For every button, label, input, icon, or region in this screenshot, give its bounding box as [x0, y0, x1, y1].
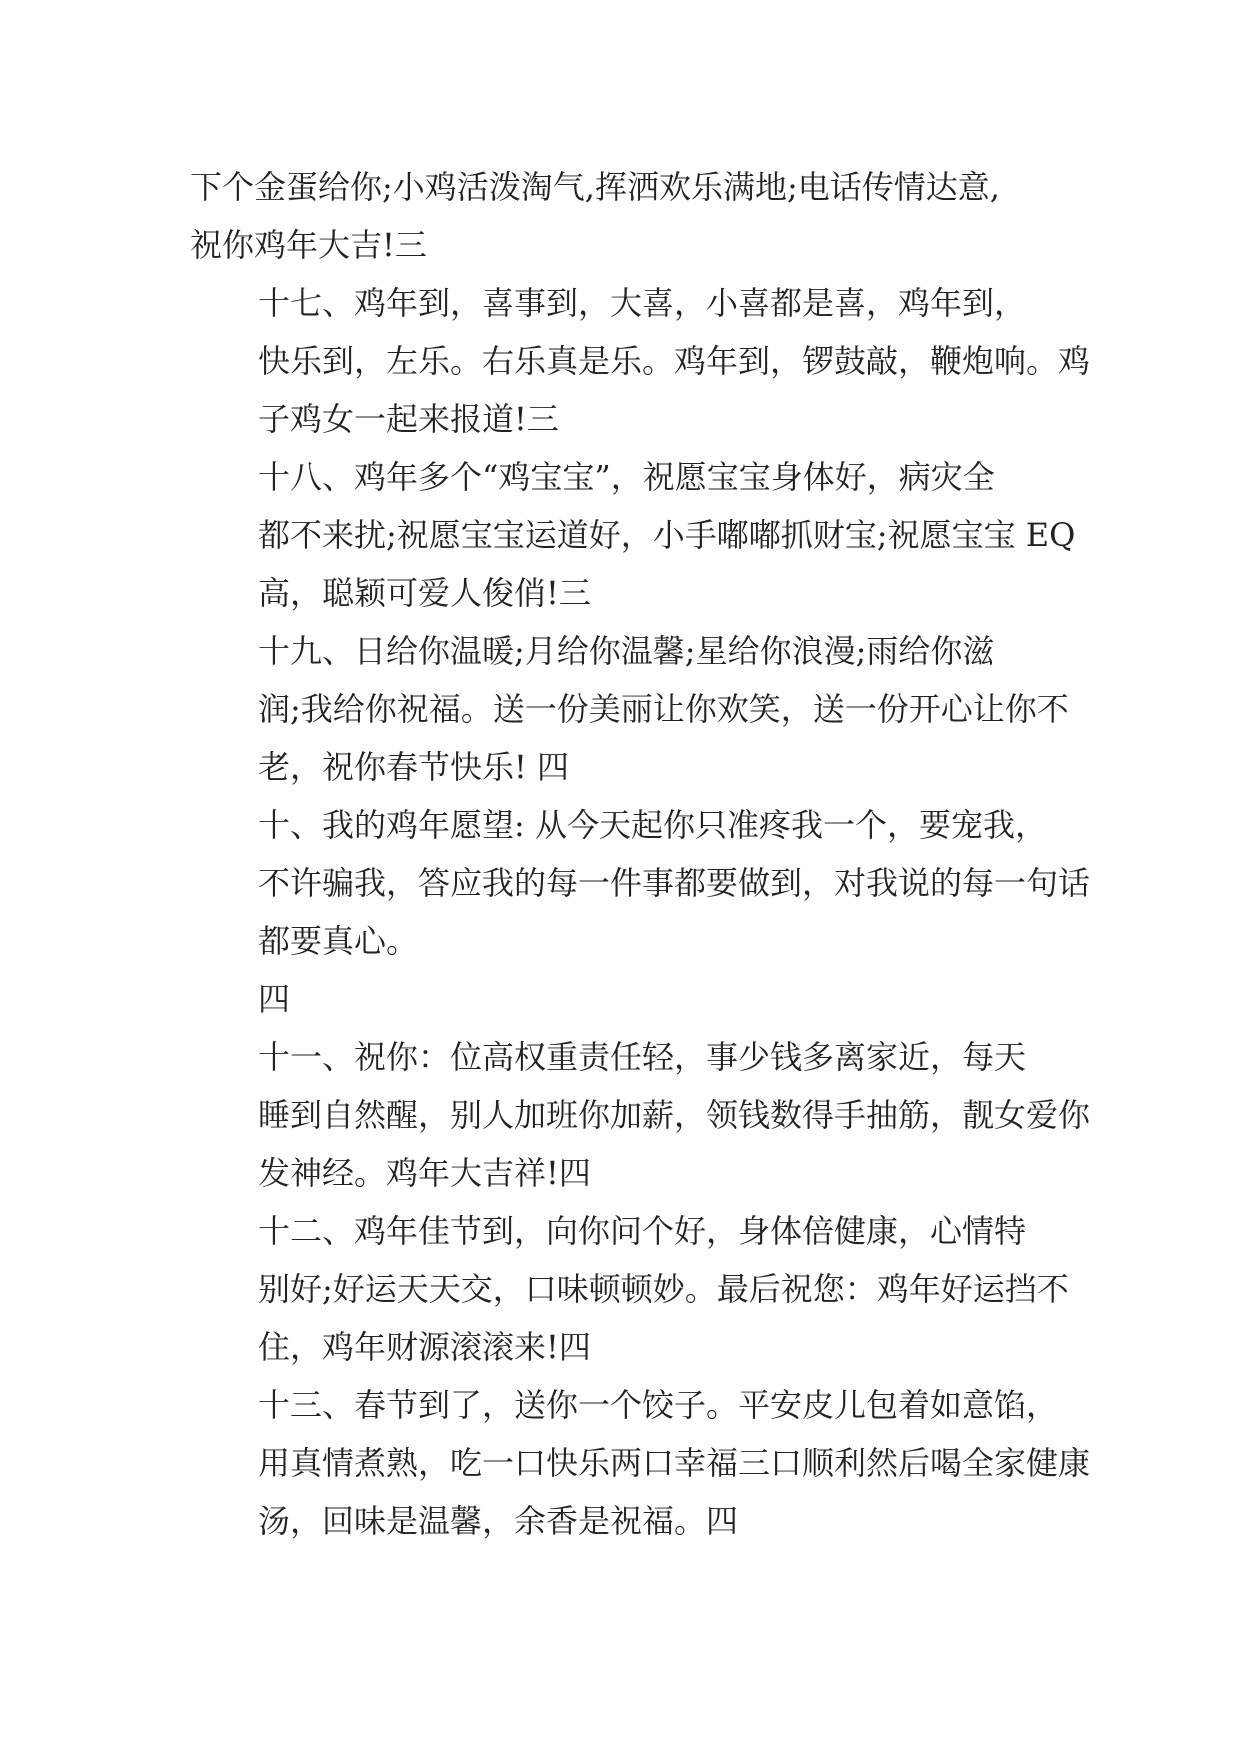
paragraph [190, 622, 1070, 796]
text-body [190, 158, 1091, 1550]
text-line: 用真情煮熟，吃一口快乐两口幸福三口顺利然后喝全家健康 [258, 1444, 1091, 1482]
text-line: 汤，回味是温馨，余香是祝福。四 [258, 1502, 739, 1540]
text-line: 高，聪颖可爱人俊俏!三 [258, 574, 591, 612]
text-line: 十三、春节到了，送你一个饺子。平安皮儿包着如意馅， [258, 1386, 1059, 1424]
paragraph [190, 796, 1091, 970]
text-line: 老，祝你春节快乐! 四 [258, 748, 570, 786]
text-line: 十八、鸡年多个“鸡宝宝”，祝愿宝宝身体好，病灾全 [258, 458, 995, 496]
text-line: 十二、鸡年佳节到，向你问个好，身体倍健康，心情特 [258, 1212, 1027, 1250]
text-line: 别好;好运天天交，口味顿顿妙。最后祝您：鸡年好运挡不 [258, 1270, 1069, 1308]
text-line: 十一、祝你：位高权重责任轻，事少钱多离家近，每天 [258, 1038, 1027, 1076]
paragraph [190, 1376, 1091, 1550]
paragraph [190, 448, 1076, 622]
text-line: 睡到自然醒，别人加班你加薪，领钱数得手抽筋，靓女爱你 [258, 1096, 1091, 1134]
text-line: 住，鸡年财源滚滚来!四 [258, 1328, 591, 1366]
paragraph [190, 970, 1070, 1028]
paragraph [190, 158, 1070, 274]
text-line: 润;我给你祝福。送一份美丽让你欢笑，送一份开心让你不 [258, 690, 1069, 728]
text-line: 都要真心。 [258, 922, 419, 960]
text-line: 发神经。鸡年大吉祥!四 [258, 1154, 591, 1192]
paragraph [190, 1202, 1070, 1376]
text-line: 都不来扰;祝愿宝宝运道好，小手嘟嘟抓财宝;祝愿宝宝 EQ [258, 516, 1076, 554]
text-line: 四 [258, 980, 291, 1018]
text-line: 十七、鸡年到，喜事到，大喜，小喜都是喜，鸡年到， [258, 284, 1027, 322]
text-line: 祝你鸡年大吉!三 [190, 226, 427, 264]
text-line: 子鸡女一起来报道!三 [258, 400, 559, 438]
text-line: 十、我的鸡年愿望: 从今天起你只准疼我一个，要宠我， [258, 806, 1047, 844]
text-line: 下个金蛋给你;小鸡活泼淘气,挥洒欢乐满地;电话传情达意, [190, 168, 1000, 206]
text-line: 不许骗我，答应我的每一件事都要做到，对我说的每一句话 [258, 864, 1091, 902]
text-line: 十九、日给你温暖;月给你温馨;星给你浪漫;雨给你滋 [258, 632, 995, 670]
text-line: 快乐到，左乐。右乐真是乐。鸡年到，锣鼓敲，鞭炮响。鸡 [258, 342, 1091, 380]
paragraph [190, 274, 1091, 448]
paragraph [190, 1028, 1091, 1202]
